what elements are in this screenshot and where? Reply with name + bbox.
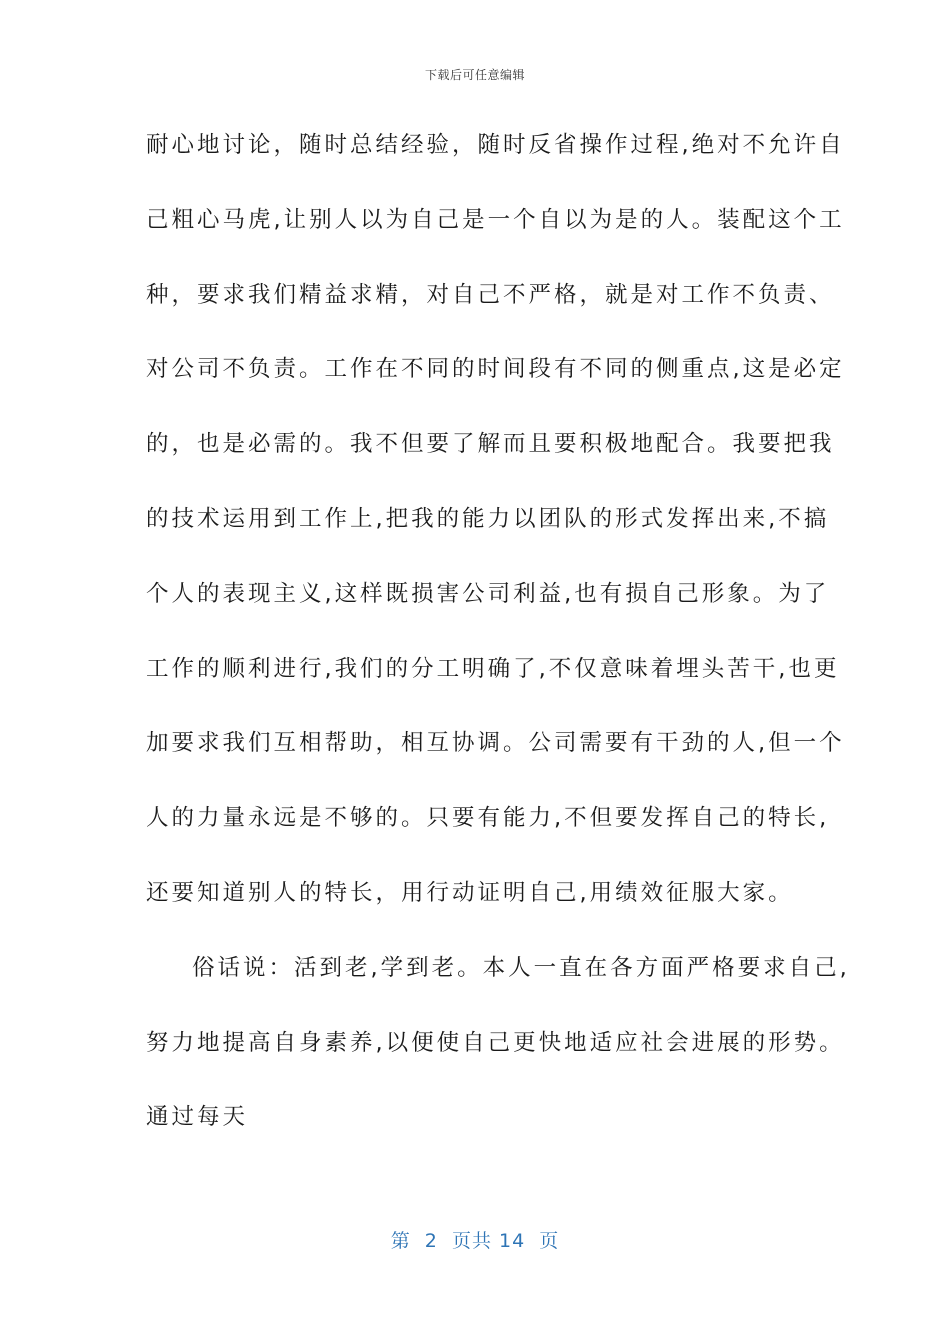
body-line-5: 的，也是必需的。我不但要了解而且要积极地配合。我要把我 bbox=[146, 431, 835, 458]
body-line-9: 加要求我们互相帮助，相互协调。公司需要有干劲的人,但一个 bbox=[146, 730, 845, 757]
body-line-12: 俗话说：活到老,学到老。本人一直在各方面严格要求自己, bbox=[192, 954, 850, 981]
document-body bbox=[146, 122, 850, 1169]
body-line-4: 对公司不负责。工作在不同的时间段有不同的侧重点,这是必定 bbox=[146, 356, 845, 383]
page-number-footer: 第 2 页共 14 页 bbox=[390, 1230, 560, 1252]
body-line-10: 人的力量永远是不够的。只要有能力,不但要发挥自己的特长, bbox=[146, 805, 830, 832]
body-line-7: 个人的表现主义,这样既损害公司利益,也有损自己形象。为了 bbox=[146, 580, 830, 607]
body-line-14: 通过每天 bbox=[146, 1104, 249, 1131]
body-line-3: 种，要求我们精益求精，对自己不严格，就是对工作不负责、 bbox=[146, 281, 835, 308]
page-header: 下载后可任意编辑 bbox=[424, 68, 525, 82]
body-line-13: 努力地提高自身素养,以便使自己更快地适应社会进展的形势。 bbox=[146, 1029, 845, 1056]
body-line-1: 耐心地讨论，随时总结经验，随时反省操作过程,绝对不允许自 bbox=[146, 132, 845, 158]
body-line-11: 还要知道别人的特长，用行动证明自己,用绩效征服大家。 bbox=[146, 879, 794, 906]
body-line-8: 工作的顺利进行,我们的分工明确了,不仅意味着埋头苦干,也更 bbox=[146, 655, 840, 682]
body-line-6: 的技术运用到工作上,把我的能力以团队的形式发挥出来,不搞 bbox=[146, 505, 830, 532]
body-line-2: 己粗心马虎,让别人以为自己是一个自以为是的人。装配这个工 bbox=[146, 206, 845, 233]
